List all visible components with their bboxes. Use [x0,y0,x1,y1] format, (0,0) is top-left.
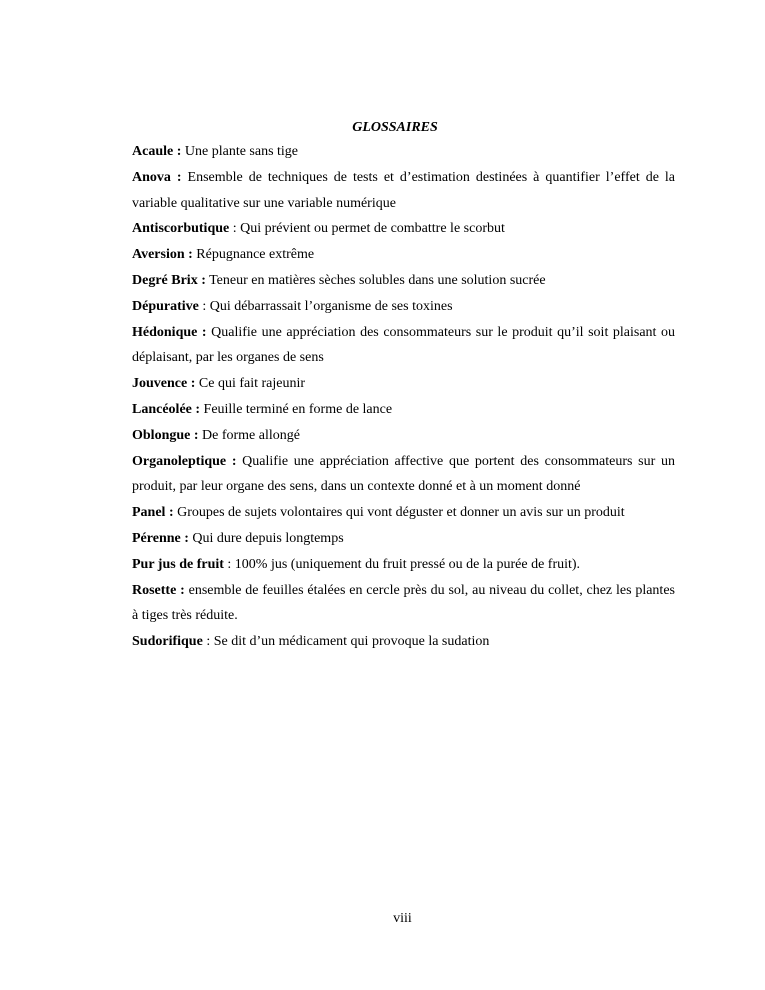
glossary-term: Acaule : [132,144,182,159]
glossary-definition: : Qui débarrassait l’organisme de ses toxines [198,298,453,314]
glossary-entry-lanceolee [132,397,675,423]
glossary-definition: Répugnance extrême [192,247,315,263]
glossary-entry-degre-brix [132,268,675,294]
glossary-term: Panel : [132,505,174,521]
glossary-definition: Une plante sans tige [181,144,299,159]
glossary-term: Hédonique : [132,324,207,340]
glossary-term: Aversion : [132,247,193,263]
glossary-definition: ensemble de feuilles étalées en cercle près du sol, au niveau du collet, chez les plantes à tiges très réduite. [132,582,675,624]
glossary-entry-panel [132,500,675,526]
glossary-definition: : Se dit d’un médicament qui provoque la sudation [202,634,490,650]
glossary-entry-pur-jus-de-fruit [132,552,675,578]
glossary-definition: Feuille terminé en forme de lance [200,401,393,417]
glossary-definition: Ensemble de techniques de tests et d’estimation destinées à quantifier l’effet de la variable qualitative sur une variable numérique [132,169,675,211]
glossary-term: Oblongue : [132,427,199,443]
glossary-entry-acaule [132,139,675,165]
glossary-term: Anova : [132,169,182,185]
glossary-definition: : Qui prévient ou permet de combattre le scorbut [229,221,505,237]
glossary-definition: Qualifie une appréciation affective que portent des consommateurs sur un produit, par leur organe des sens, dans un contexte donné et à un moment donné [132,453,675,495]
glossary-entry-sudorifique [132,629,675,655]
glossary-entry-anova [132,165,675,217]
glossary-entry-aversion [132,242,675,268]
glossary-term: Pur jus de fruit [132,556,224,572]
glossary-term: Antiscorbutique [132,221,230,237]
glossary-definition: De forme allongé [198,427,300,443]
glossary-entry-organoleptique [132,449,675,501]
glossary-term: Jouvence : [132,376,196,392]
glossary-definition: Qualifie une appréciation des consommateurs sur le produit qu’il soit plaisant ou déplaisant, par les organes de sens [132,324,675,366]
glossary-entry-jouvence [132,371,675,397]
glossary-definition: Qui dure depuis longtemps [188,530,344,546]
glossary-definition: Groupes de sujets volontaires qui vont déguster et donner un avis sur un produit [173,505,625,521]
glossary-definition: Teneur en matières sèches solubles dans une solution sucrée [205,272,546,288]
glossary-term: Dépurative [132,298,199,314]
glossary-term: Degré Brix : [132,272,206,288]
glossary-list [132,139,675,655]
page-title: GLOSSAIRES [352,120,438,135]
glossary-term: Sudorifique [132,634,203,650]
glossary-entry-hedonique [132,320,675,372]
glossary-entry-oblongue [132,423,675,449]
glossary-definition: Ce qui fait rajeunir [195,376,306,392]
glossary-entry-rosette [132,578,675,630]
glossary-term: Organoleptique : [132,453,237,469]
glossary-term: Lancéolée : [132,401,201,417]
glossary-entry-depurative [132,294,675,320]
glossary-entry-antiscorbutique [132,216,675,242]
glossary-term: Pérenne : [132,530,189,546]
glossary-definition: : 100% jus (uniquement du fruit pressé ou de la purée de fruit). [223,556,581,572]
glossary-entry-perenne [132,526,675,552]
page-number: viii [393,911,412,926]
glossary-term: Rosette : [132,582,185,598]
